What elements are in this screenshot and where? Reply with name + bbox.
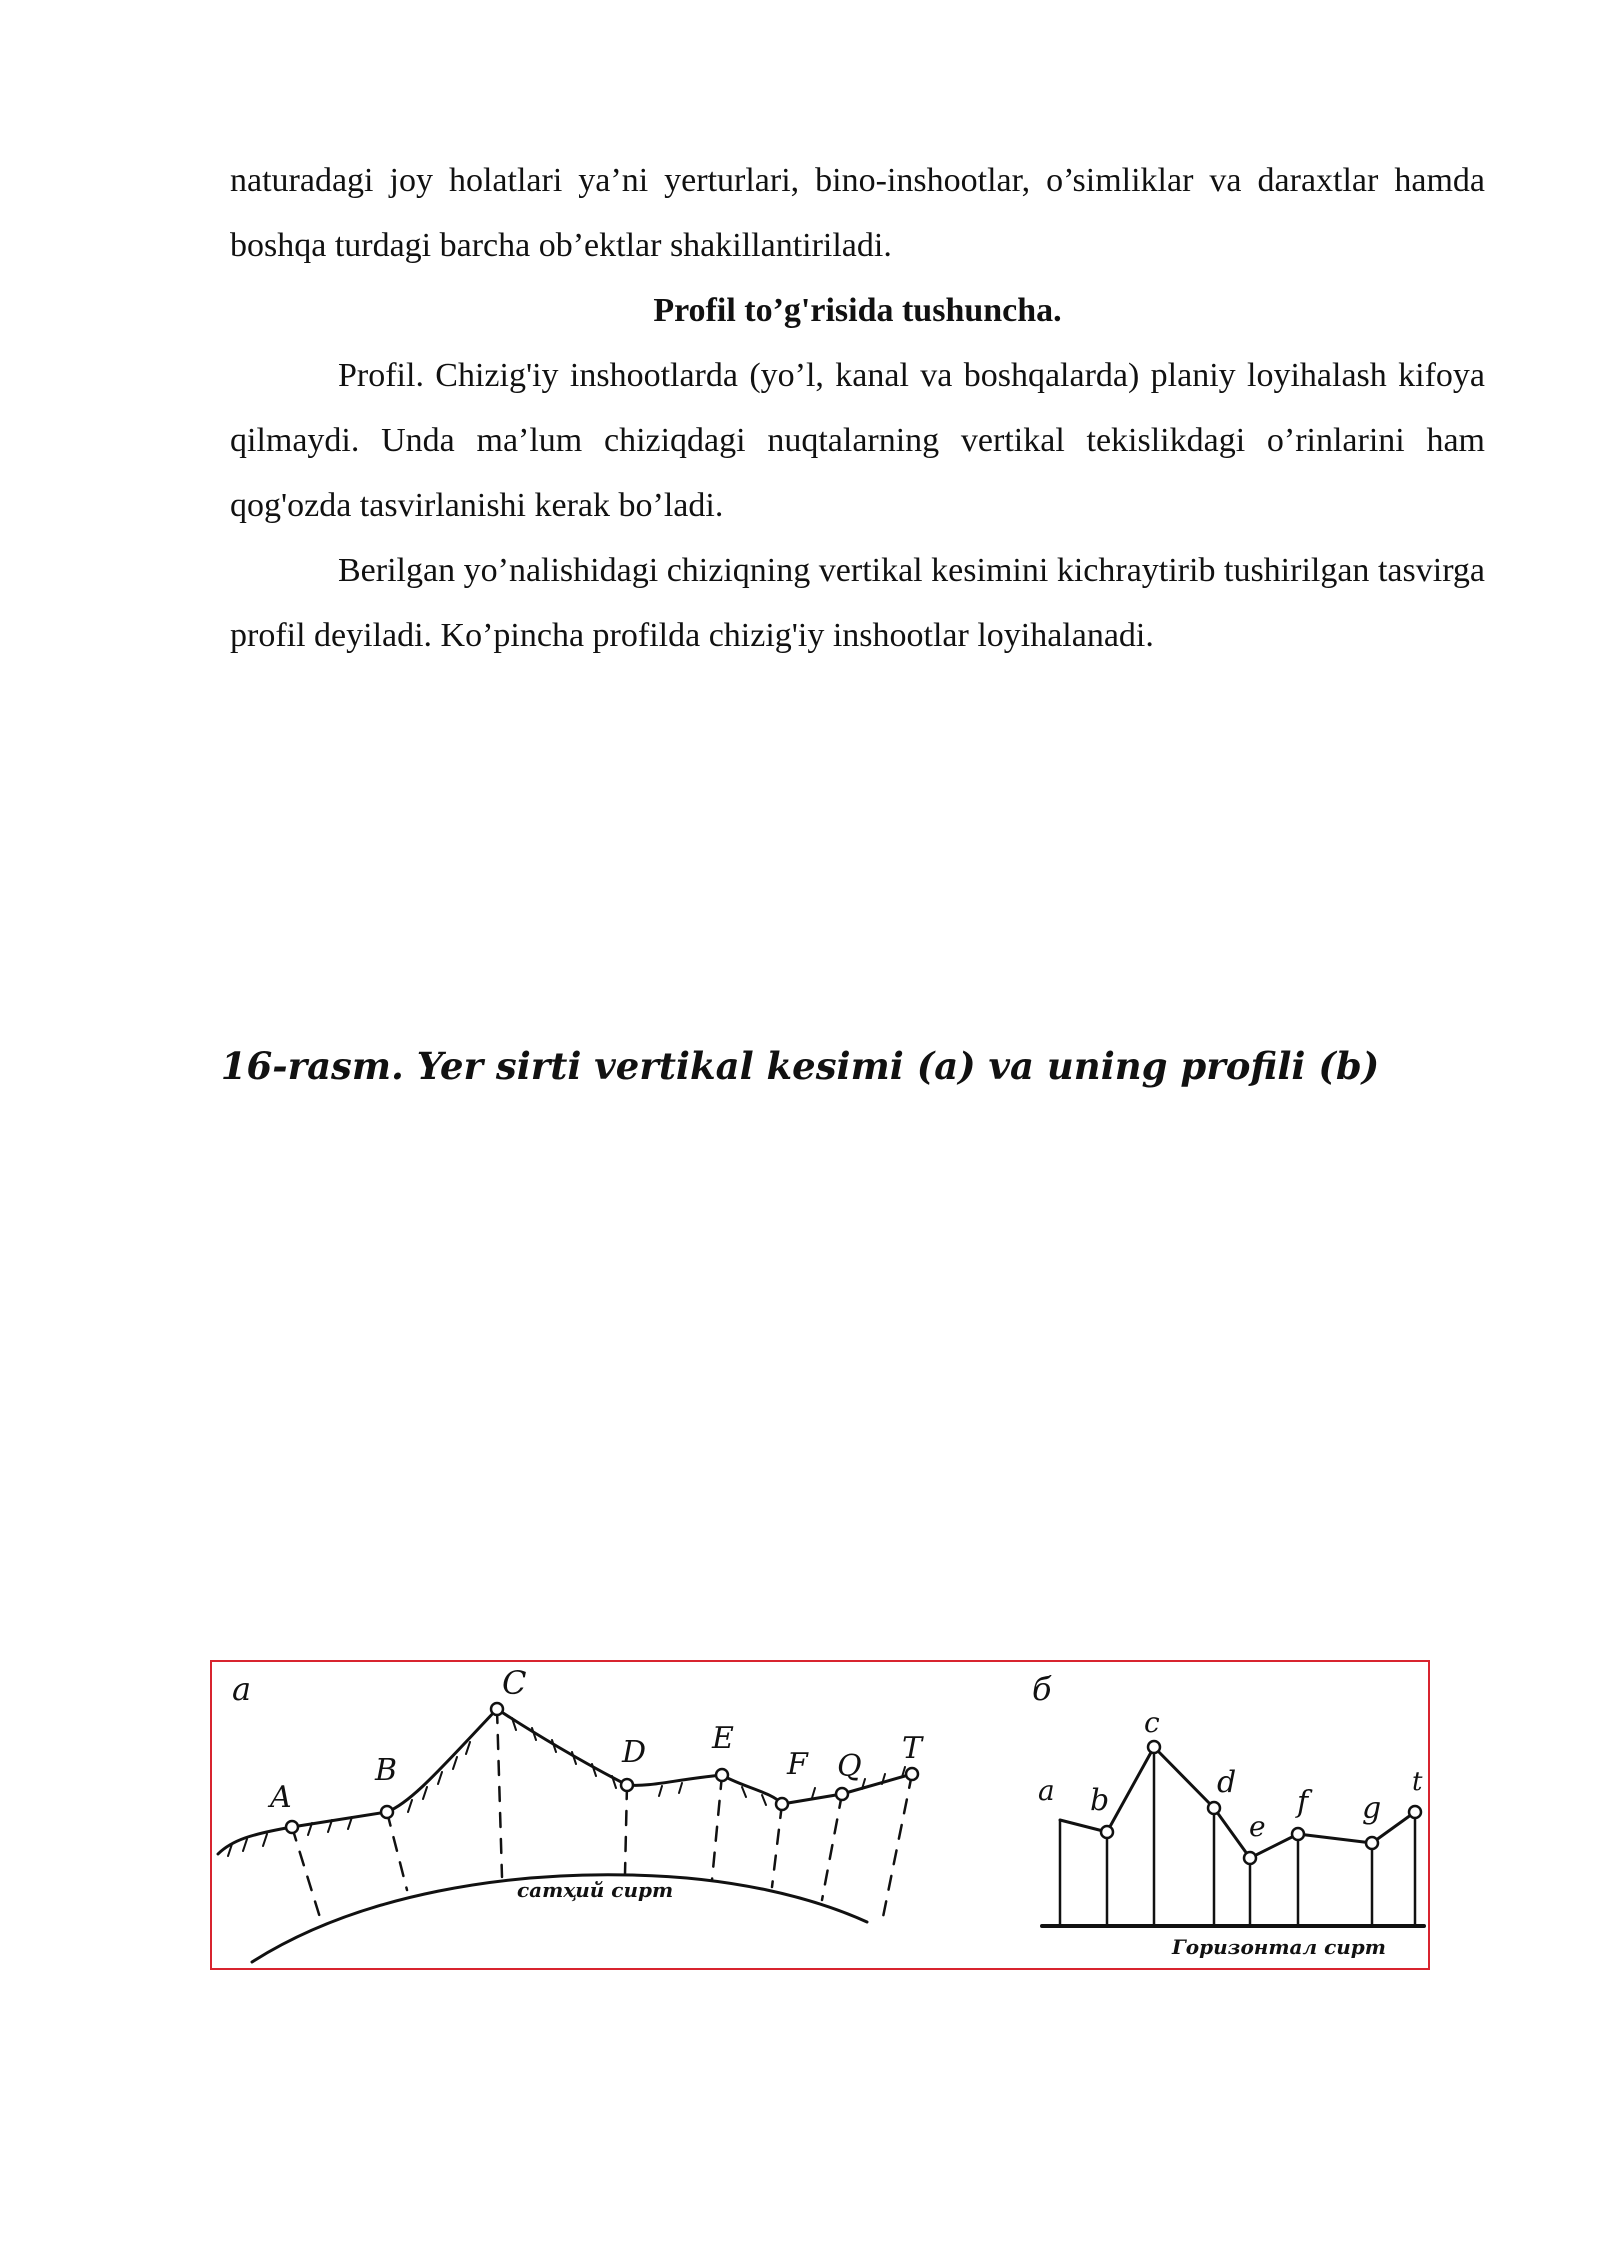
profile-label-t: t [1412, 1767, 1423, 1797]
point-label-E: E [712, 1721, 734, 1756]
profile-label-a: a [1038, 1774, 1055, 1807]
panel-a-letter: a [232, 1670, 252, 1708]
paragraph-3: Berilgan yo’nalishidagi chiziqning vertikal kesimini kichraytirib tushirilgan tasvirga profil deyiladi. Ko’pincha profilda chizig'iy inshootlar loyihalanadi. [230, 552, 1485, 654]
panel-b-letter: б [1032, 1670, 1052, 1708]
paragraph-2: Profil. Chizig'iy inshootlarda (yo’l, kanal va boshqalarda) planiy loyihalash kifoya qilmaydi. Unda ma’lum chiziqdagi nuqtalarning vertikal tekislikdagi o’rinlarini ham qog'ozda tasvirlanishi kerak bo’ladi. [230, 357, 1485, 524]
terrain-hatching [228, 1718, 905, 1856]
level-surface-label: сатҳий сирт [517, 1878, 674, 1902]
point-label-F: F [787, 1747, 808, 1782]
profile-label-d: d [1217, 1765, 1237, 1800]
point-label-B: B [375, 1753, 398, 1788]
horizontal-surface-label: Горизонтал сирт [1172, 1935, 1386, 1959]
paragraph-1: naturadagi joy holatlari ya’ni yerturlari, bino-inshootlar, o’simliklar va daraxtlar hamda boshqa turdagi barcha ob’ektlar shakillantiriladi. [230, 162, 1485, 264]
figure-caption: 16-rasm. Yer sirti vertikal kesimi (a) va uning profili (b) [220, 1044, 1380, 1088]
profile-verticals [1060, 1747, 1415, 1926]
profile-label-c: c [1144, 1706, 1160, 1739]
profile-label-b: b [1090, 1783, 1110, 1818]
terrain-line [218, 1709, 912, 1854]
point-label-C: C [502, 1664, 527, 1702]
profile-label-f: f [1297, 1785, 1309, 1820]
figure-drawing [212, 1662, 1428, 1968]
section-heading: Profil to’g'risida tushuncha. [653, 292, 1062, 329]
profile-label-e: e [1249, 1810, 1266, 1843]
point-label-A: A [270, 1780, 292, 1815]
profile-label-g: g [1362, 1791, 1382, 1826]
point-label-T: T [902, 1731, 923, 1766]
point-label-Q: Q [837, 1749, 862, 1784]
body-text [230, 148, 1485, 668]
point-label-D: D [622, 1735, 647, 1770]
figure-frame [210, 1660, 1430, 1970]
